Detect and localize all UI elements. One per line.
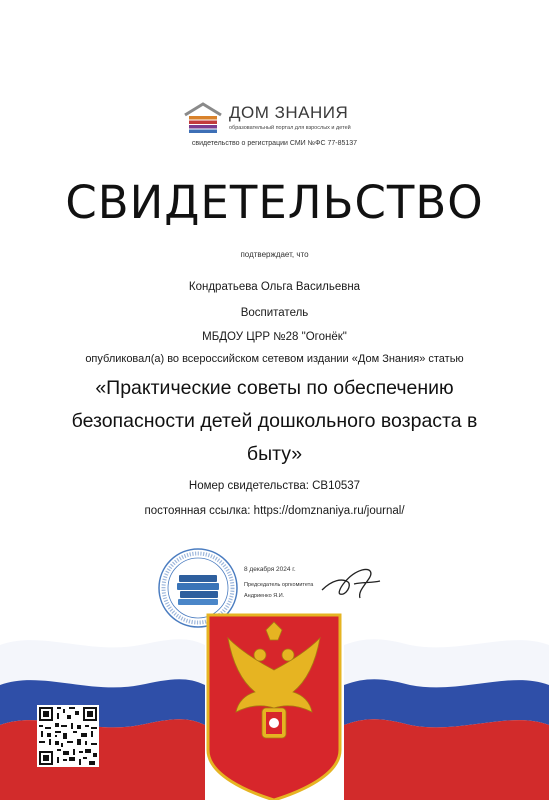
recipient-position: Воспитатель [240, 307, 309, 319]
recipient-organization: МБДОУ ЦРР №28 "Огонёк" [202, 331, 347, 343]
signatory-name: Андриенко Я.И. [244, 593, 285, 599]
house-books-icon [181, 101, 225, 135]
article-title-line: быту» [246, 443, 303, 465]
article-title-line: «Практические советы по обеспечению [95, 377, 454, 399]
signatory-role: Председатель оргкомитета [244, 582, 314, 588]
qr-code-icon [37, 705, 99, 767]
published-text: опубликовал(а) во всероссийском сетевом издании «Дом Знания» статью [85, 353, 464, 365]
article-title [0, 372, 549, 471]
signature-date: 8 декабря 2024 г. [244, 566, 296, 573]
logo-title: ДОМ ЗНАНИЯ [229, 103, 349, 122]
russian-flag-icon [0, 600, 549, 800]
article-title-line: безопасности детей дошкольного возраста в [71, 410, 478, 432]
handwritten-signature-icon [318, 562, 382, 604]
permalink[interactable]: постоянная ссылка: https://domznaniya.ru/journal/ [144, 505, 405, 517]
registration-text: свидетельство о регистрации СМИ №ФС 77-85137 [191, 140, 358, 147]
logo-subtitle: образовательный портал для взрослых и детей [229, 125, 351, 131]
confirms-text: подтверждает, что [240, 250, 309, 259]
certificate-number: Номер свидетельства: СВ10537 [188, 480, 361, 492]
recipient-name: Кондратьева Ольга Васильевна [188, 281, 361, 293]
coat-of-arms-icon [208, 615, 340, 800]
certificate-title: СВИДЕТЕЛЬСТВО [65, 176, 484, 229]
